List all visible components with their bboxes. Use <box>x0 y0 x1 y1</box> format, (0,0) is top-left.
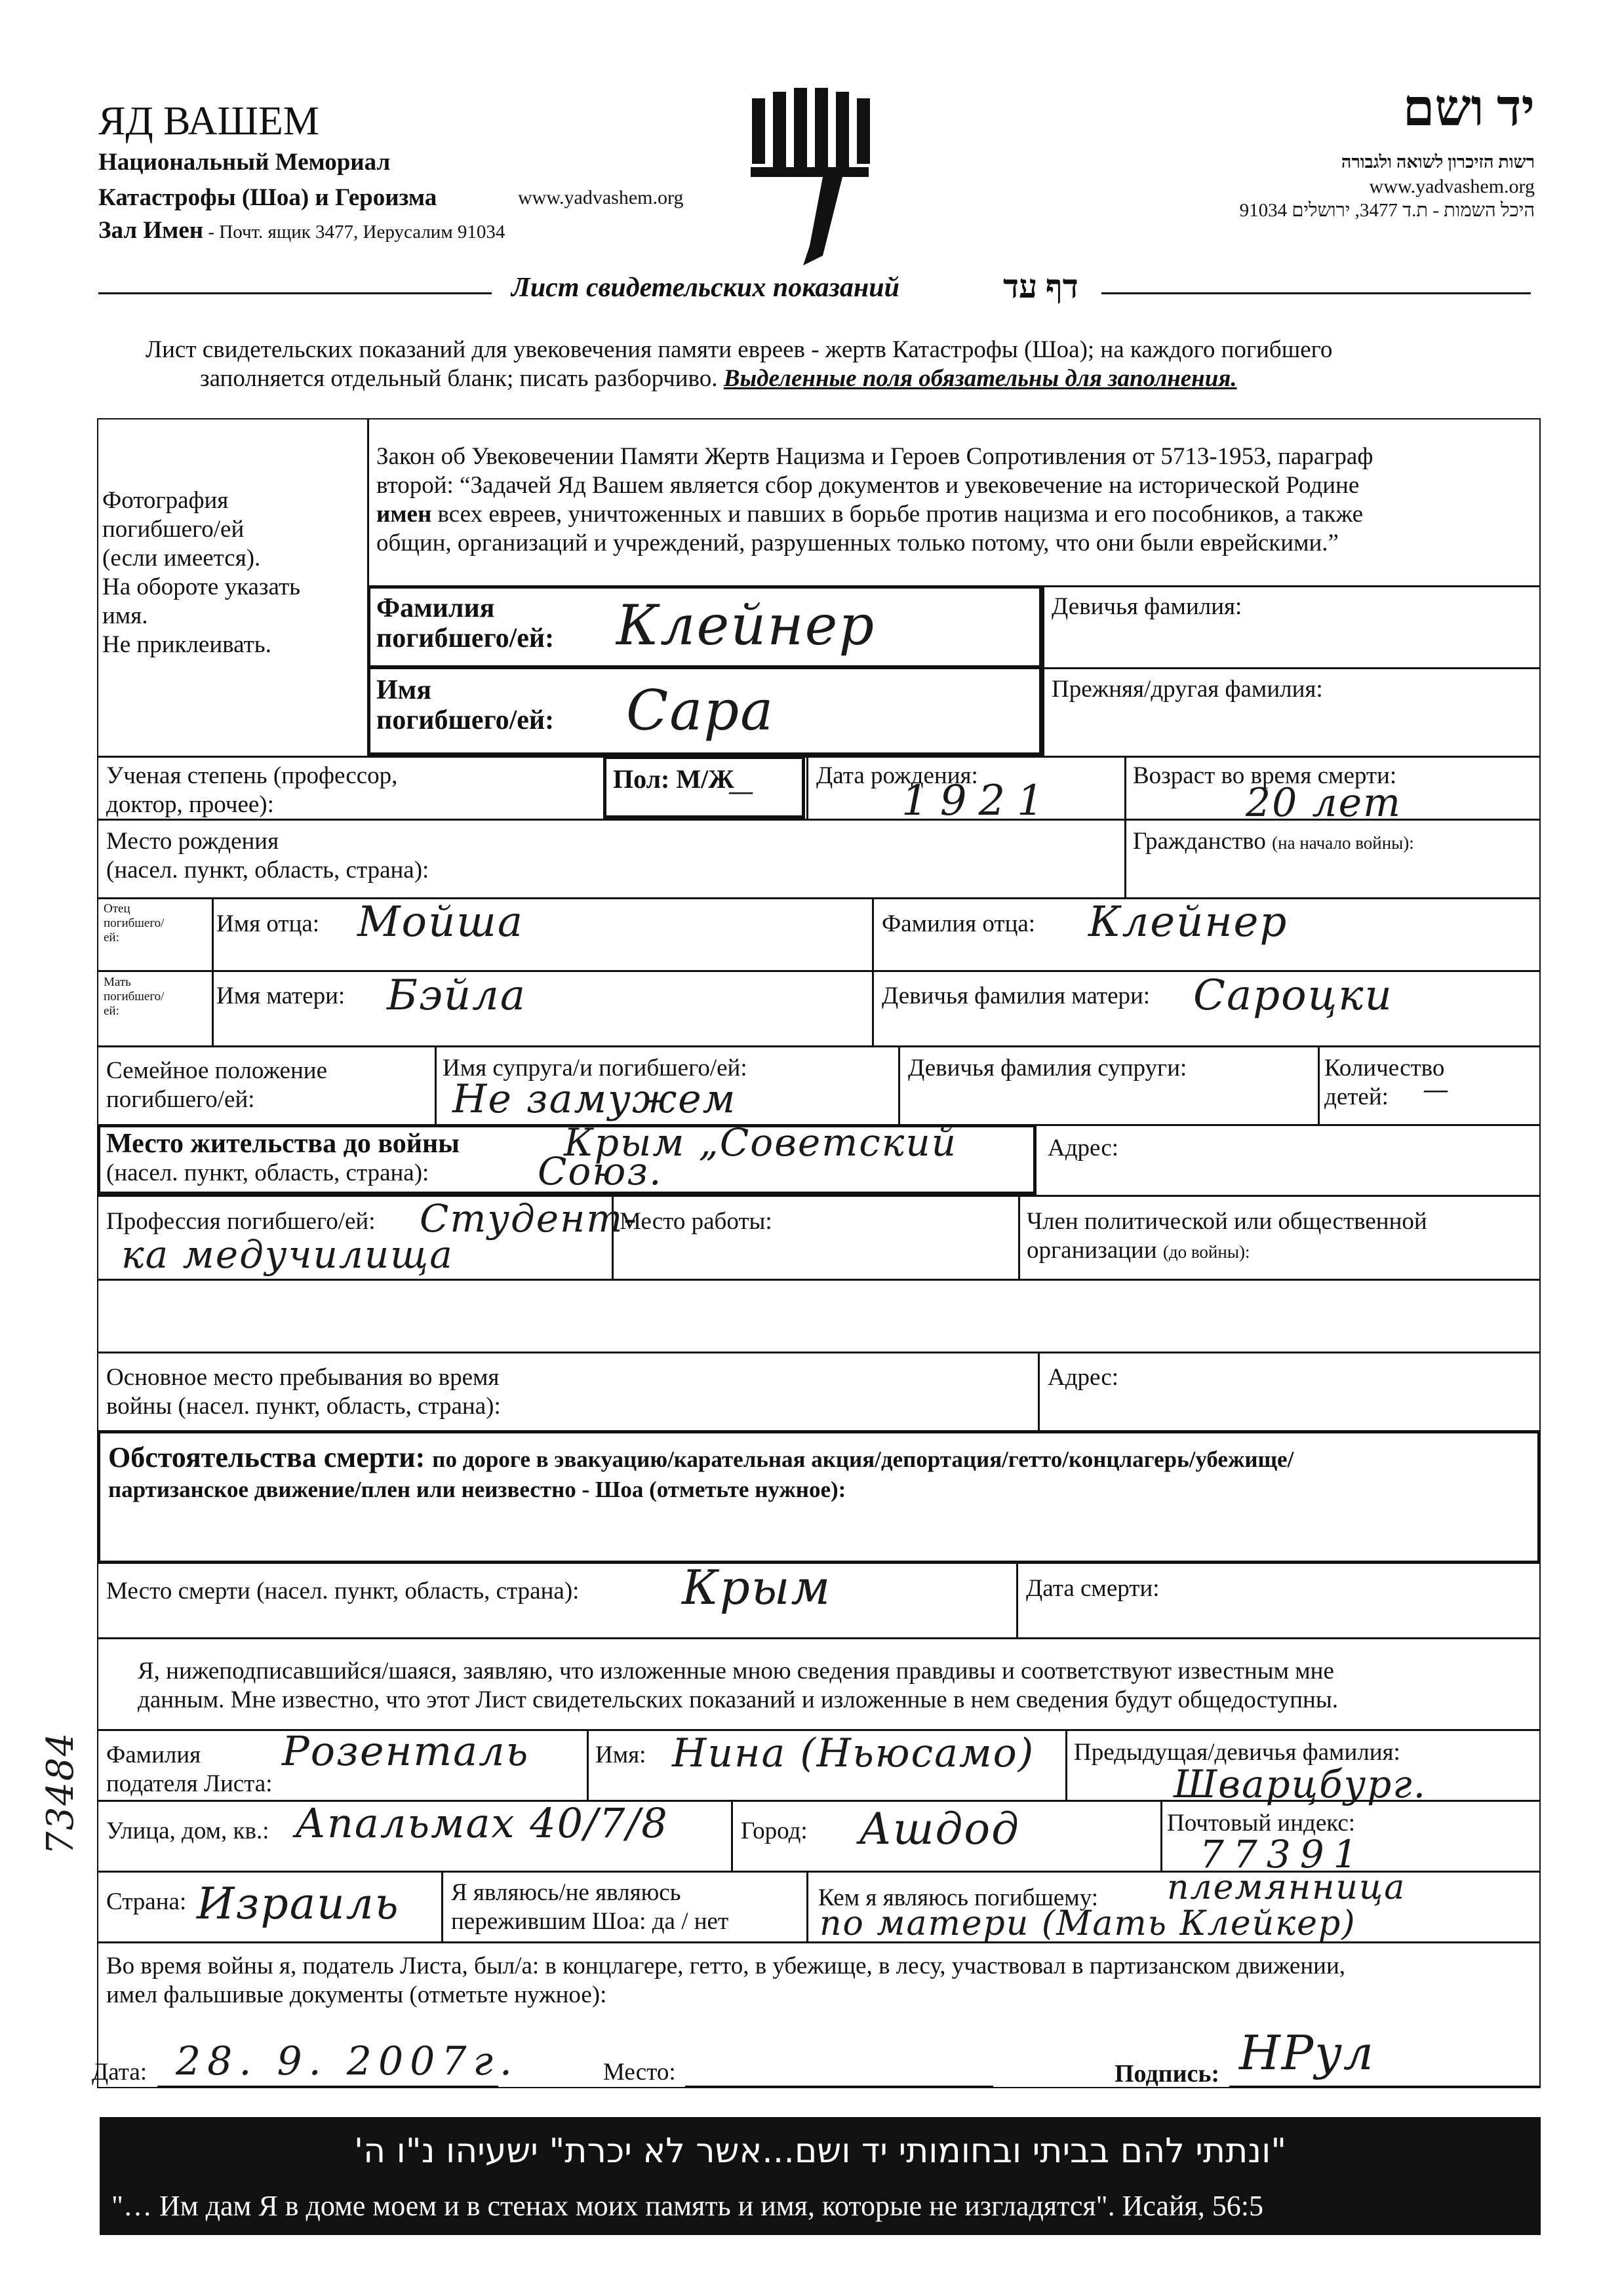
death-place-value: Крым <box>682 1560 832 1615</box>
row-rule-address <box>1037 1124 1541 1126</box>
footer-place-label: Место: <box>603 2059 676 2086</box>
row-rule-profession <box>97 1195 1541 1197</box>
war-l1: Во время войны я, податель Листа, был/а: в концлагере, гетто, в убежище, в лесу, участвовал в партизанском движении, <box>106 1953 1345 1979</box>
footer-russian-quote: "… Им дам Я в доме моем и в стенах моих память и имя, которые не изгладятся". Исайя, 56:5 <box>111 2190 1263 2222</box>
submitter-name-divider <box>587 1729 589 1800</box>
degree-label1: Ученая степень (профессор, <box>106 762 398 789</box>
intro-required-note: Выделенные поля обязательны для заполнения. <box>723 365 1237 392</box>
children-label2: детей: <box>1324 1083 1389 1110</box>
victim-maiden-label: Девичья фамилия: <box>1052 593 1242 620</box>
death-circ-title: Обстоятельства смерти: <box>108 1441 433 1473</box>
org-title: ЯД ВАШЕМ <box>98 99 319 144</box>
degree-label2: доктор, прочее): <box>106 791 274 818</box>
title-rule-right <box>1101 292 1531 294</box>
residence-value2: Союз. <box>538 1149 663 1194</box>
intro-line2-text: заполняется отдельный бланк; писать разборчиво. <box>200 365 724 392</box>
photo-l1: Фотография <box>102 487 229 514</box>
father-surname-label: Фамилия отца: <box>882 910 1036 937</box>
street-value: Апальмах 40/7/8 <box>295 1799 669 1847</box>
submitter-prev-divider <box>1065 1729 1067 1800</box>
victim-surname-value: Клейнер <box>616 593 876 657</box>
intro-line1: Лист свидетельских показаний для увековечения памяти евреев - жертв Катастрофы (Шоа); на каждого погибшего <box>146 336 1333 363</box>
sex-value: — <box>728 777 755 807</box>
family-status-label2: погибшего/ей: <box>106 1086 255 1113</box>
relation-label: Кем я являюсь погибшему: <box>818 1884 1099 1911</box>
submitter-name-value: Нина (Ньюсамо) <box>672 1730 1035 1776</box>
age-value: 20 лет <box>1246 780 1402 826</box>
submitter-surname-value: Розенталь <box>282 1727 530 1775</box>
law-l3 <box>376 500 1373 529</box>
children-divider <box>1318 1045 1320 1124</box>
maiden-divider <box>1042 585 1044 756</box>
survivor-label <box>451 1878 728 1936</box>
side-archive-number: 73484 <box>39 1731 82 1855</box>
wartime-label <box>106 1363 501 1421</box>
zip-label: Почтовый индекс: <box>1167 1810 1356 1837</box>
father-name-label: Имя отца: <box>216 910 320 937</box>
mother-side-label <box>104 975 164 1019</box>
law-l2: второй: “Задачей Яд Вашем является сбор документов и увековечение на исторической Родине <box>376 472 1360 499</box>
footer-date-value: 28. 9. 2007г. <box>176 2038 519 2084</box>
spouse-name-value: Не замужем <box>452 1076 737 1122</box>
org-line1: Национальный Мемориал <box>98 149 391 176</box>
maiden-bottom-rule <box>1042 667 1541 669</box>
death-date-divider <box>1016 1564 1018 1637</box>
spouse-name-label: Имя супруга/и погибшего/ей: <box>443 1055 747 1081</box>
death-circ-options2: партизанское движение/плен или неизвестно - Шоа (отметьте нужное): <box>108 1477 846 1502</box>
father-side1: Отец <box>104 902 130 916</box>
relation-value2: по матери (Мать Клейкер) <box>820 1904 1356 1943</box>
row-rule-father <box>97 897 1541 899</box>
footer-sign-line <box>1229 2086 1541 2087</box>
mother-name-value: Бэйла <box>387 971 526 1020</box>
birth-date-label: Дата рождения: <box>816 762 978 789</box>
city-divider <box>731 1800 733 1871</box>
member-note: (до войны): <box>1162 1242 1250 1262</box>
member-label <box>1027 1207 1427 1266</box>
spouse-maiden-divider <box>898 1045 900 1124</box>
declaration-text <box>138 1657 1338 1715</box>
country-label: Страна: <box>106 1888 187 1915</box>
footer-place-line[interactable] <box>685 2086 993 2087</box>
footer-banner <box>100 2117 1541 2235</box>
victim-name-label2: погибшего/ей: <box>376 705 555 735</box>
spouse-divider <box>435 1045 437 1124</box>
survivor-divider <box>441 1871 443 1941</box>
father-name-value: Мойша <box>357 898 524 946</box>
form-title-hebrew: דף עד <box>1003 268 1078 305</box>
submitter-name-label: Имя: <box>595 1741 646 1768</box>
yad-vashem-logo <box>744 79 875 269</box>
submitter-surname-label2: подателя Листа: <box>106 1770 273 1797</box>
children-value: — <box>1423 1075 1450 1105</box>
wartime-divider <box>1038 1352 1040 1430</box>
hebrew-sub: רשות הזיכרון לשואה ולגבורה <box>1341 152 1535 172</box>
hall-address: - Почт. ящик 3477, Иерусалим 91034 <box>203 222 505 243</box>
website-left: www.yadvashem.org <box>518 187 684 208</box>
mother-side3: ей: <box>104 1004 119 1018</box>
hebrew-title: יד ושם <box>1402 79 1535 136</box>
death-circumstances-label <box>108 1441 1294 1503</box>
member-label2: организации <box>1027 1237 1163 1264</box>
photo-l4: На обороте указать <box>102 574 301 600</box>
member-label1: Член политической или общественной <box>1027 1208 1427 1235</box>
death-date-label: Дата смерти: <box>1026 1575 1160 1602</box>
form-title: Лист свидетельских показаний <box>511 273 899 303</box>
birthplace-label1: Место рождения <box>106 828 279 855</box>
submitter-prev-label: Предыдущая/девичья фамилия: <box>1074 1739 1400 1766</box>
photo-instructions <box>102 486 300 659</box>
declaration-l1: Я, нижеподписавшийся/шаяся, заявляю, что изложенные мною сведения правдивы и соответствуют известным мне <box>138 1658 1334 1684</box>
victim-name-label1: Имя <box>376 675 431 705</box>
degree-label <box>106 762 397 819</box>
survivor-label2: пережившим Шоа: да / нет <box>451 1908 729 1935</box>
intro-line2 <box>200 364 1237 393</box>
residence-label2: (насел. пункт, область, страна): <box>106 1159 429 1186</box>
photo-l6: Не приклеивать. <box>102 631 271 658</box>
workplace-label: Место работы: <box>620 1208 772 1235</box>
victim-name-value: Сара <box>626 678 775 743</box>
hall-line <box>98 216 505 244</box>
row-rule-war <box>97 1941 1541 1943</box>
birthplace-label <box>106 827 429 885</box>
residence-label <box>106 1129 460 1188</box>
relation-value1: племянница <box>1167 1868 1406 1907</box>
residence-label1: Место жительства до войны <box>106 1129 460 1159</box>
mother-name-label: Имя матери: <box>216 983 346 1009</box>
victim-surname-label <box>376 593 554 653</box>
footer-signature: НРул <box>1239 2025 1375 2080</box>
survivor-label1: Я являюсь/не являюсь <box>451 1879 681 1906</box>
father-side3: ей: <box>104 931 119 944</box>
row-rule-declaration <box>97 1637 1541 1639</box>
zip-value: 77391 <box>1200 1832 1367 1877</box>
submitter-surname-label1: Фамилия <box>106 1741 201 1768</box>
law-l3-bold: имен <box>376 501 432 528</box>
website-right: www.yadvashem.org <box>1369 176 1535 197</box>
citizenship-label-text: Гражданство <box>1133 828 1273 855</box>
city-label: Город: <box>741 1818 808 1844</box>
wartime-address-label: Адрес: <box>1048 1364 1119 1391</box>
profession-value2: ка медучилища <box>121 1232 454 1277</box>
submitter-prev-value: Шварцбург. <box>1174 1762 1427 1806</box>
row-rule-wartime <box>97 1352 1541 1353</box>
birthplace-label2: (насел. пункт, область, страна): <box>106 857 429 884</box>
citizenship-label <box>1133 827 1414 857</box>
zip-divider <box>1160 1800 1162 1871</box>
photo-l2: погибшего/ей <box>102 516 245 543</box>
birth-date-value: 1921 <box>901 777 1056 825</box>
sex-label: Пол: М/Ж <box>613 764 734 794</box>
row-rule-family <box>97 1045 1541 1047</box>
footer-date-line <box>157 2086 498 2087</box>
profession-label: Профессия погибшего/ей: <box>106 1208 376 1235</box>
birth-divider <box>806 756 808 819</box>
photo-l3: (если имеется). <box>102 545 261 572</box>
photo-l5: имя. <box>102 602 148 629</box>
footer-hebrew-quote: "ונתתי להם בביתי ובחומותי יד ושם...אשר לא יכרת" ישעיהו נ"ו ה' <box>353 2131 1287 2171</box>
submitter-surname-label <box>106 1741 273 1799</box>
row-rule-birthplace <box>97 819 1124 821</box>
father-side2: погибшего/ <box>104 916 165 930</box>
hebrew-address: היכל השמות - ת.ד 3477, ירושלים 91034 <box>1239 200 1535 221</box>
row-rule-degree <box>97 756 1541 758</box>
declaration-l2: данным. Мне известно, что этот Лист свидетельских показаний и изложенные в нем сведения будут общедоступны. <box>138 1686 1338 1713</box>
father-side-label <box>104 902 164 945</box>
member-divider <box>1018 1195 1020 1279</box>
street-label: Улица, дом, кв.: <box>106 1818 269 1844</box>
victim-surname-label1: Фамилия <box>376 593 495 623</box>
victim-name-label <box>376 675 554 735</box>
hall-name: Зал Имен <box>98 217 204 244</box>
spouse-maiden-label: Девичья фамилия супруги: <box>908 1055 1187 1081</box>
victim-prev-name-label: Прежняя/другая фамилия: <box>1052 676 1323 703</box>
family-status-label <box>106 1057 327 1114</box>
row-rule-citizenship <box>1124 819 1541 821</box>
death-circ-options: по дороге в эвакуацию/карательная акция/депортация/гетто/концлагерь/убежище/ <box>432 1447 1294 1472</box>
profession-value1: Студент- <box>420 1196 638 1241</box>
death-place-label: Место смерти (насел. пункт, область, страна): <box>106 1578 580 1605</box>
row-rule-blank <box>97 1279 1541 1281</box>
org-line2: Катастрофы (Шоа) и Героизма <box>98 184 437 211</box>
mother-side2: погибшего/ <box>104 990 165 1003</box>
mother-side1: Мать <box>104 975 131 989</box>
family-status-label1: Семейное положение <box>106 1057 327 1084</box>
residence-value1: Крым „Советский <box>564 1120 958 1165</box>
city-value: Ашдод <box>859 1804 1020 1854</box>
law-text <box>376 442 1373 558</box>
title-rule-left <box>98 292 492 294</box>
law-l3-rest: всех евреев, уничтоженных и павших в борьбе против нацизма и его пособников, а также <box>431 501 1363 528</box>
law-l1: Закон об Увековечении Памяти Жертв Нацизма и Героев Сопротивления от 5713-1953, параграф <box>376 443 1373 470</box>
war-experience-label <box>106 1952 1345 2010</box>
age-label: Возраст во время смерти: <box>1133 762 1397 789</box>
wartime-label1: Основное место пребывания во время <box>106 1364 500 1391</box>
country-value: Израиль <box>197 1878 400 1929</box>
citizenship-note: (на начало войны): <box>1272 833 1414 853</box>
footer-sign-label: Подпись: <box>1115 2060 1220 2088</box>
war-l2: имел фальшивые документы (отметьте нужное): <box>106 1981 607 2008</box>
footer-date-label: Дата: <box>92 2059 148 2086</box>
victim-surname-label2: погибшего/ей: <box>376 623 555 653</box>
age-divider <box>1124 756 1126 897</box>
residence-value <box>538 1120 958 1194</box>
relation-divider <box>806 1871 808 1941</box>
wartime-label2: войны (насел. пункт, область, страна): <box>106 1393 501 1420</box>
father-surname-value: Клейнер <box>1088 898 1288 946</box>
children-label1: Количество <box>1324 1055 1445 1081</box>
law-l4: общин, организаций и учреждений, разрушенных только потому, что они были еврейскими.” <box>376 530 1339 556</box>
mother-maiden-label: Девичья фамилия матери: <box>882 983 1151 1009</box>
mother-maiden-value: Сароцки <box>1193 971 1393 1020</box>
residence-address-label: Адрес: <box>1048 1135 1119 1161</box>
